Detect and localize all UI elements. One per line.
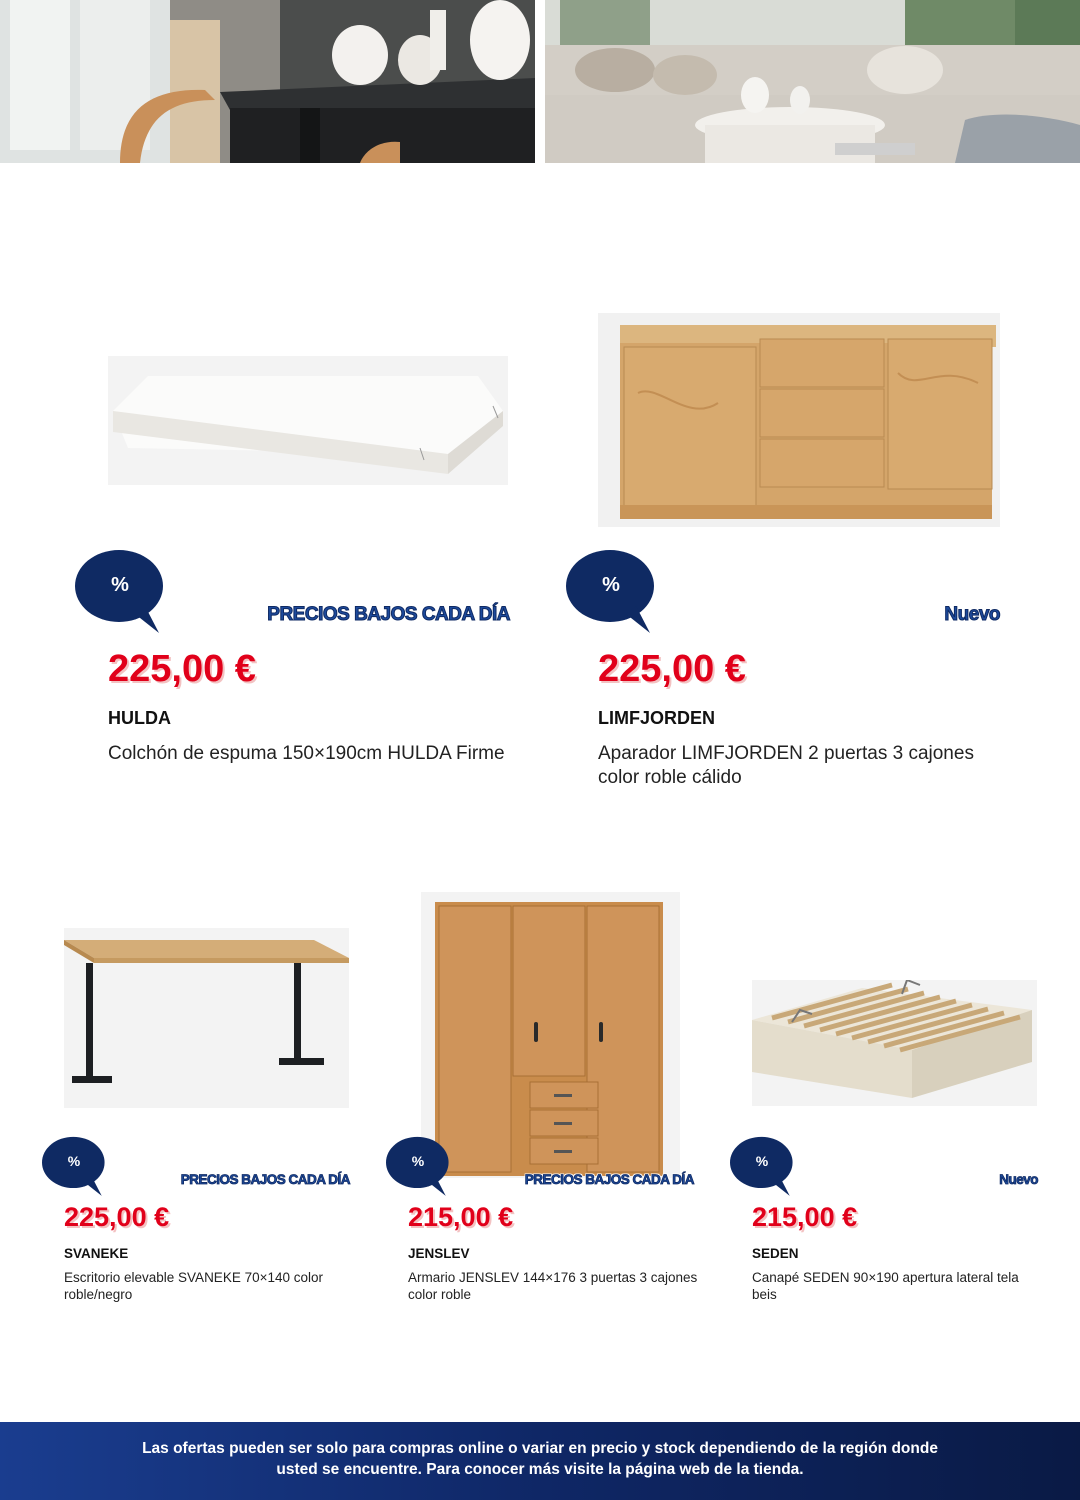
product-description[interactable]: Armario JENSLEV 144×176 3 puertas 3 cajones color roble (408, 1270, 698, 1302)
discount-badge (730, 1135, 794, 1197)
sideboard-icon (598, 313, 1000, 527)
desk-icon (64, 928, 349, 1108)
discount-badge (42, 1135, 106, 1197)
product-brand[interactable]: HULDA (108, 708, 171, 728)
percent-icon: % (602, 574, 620, 596)
product-image[interactable] (64, 928, 349, 1108)
product-image[interactable] (421, 892, 680, 1178)
discount-badge (386, 1135, 450, 1197)
product-price: 225,00 € (64, 1202, 170, 1232)
product-image[interactable] (108, 356, 508, 485)
product-brand[interactable]: SEDEN (752, 1246, 799, 1261)
mattress-icon (108, 356, 508, 485)
price-tag-label: Nuevo (999, 1172, 1038, 1187)
percent-icon: % (411, 1153, 425, 1169)
storage-bed-icon (752, 980, 1037, 1106)
product-description[interactable]: Canapé SEDEN 90×190 apertura lateral tela beis (752, 1270, 1019, 1302)
price-tag-label: Nuevo (944, 604, 1000, 625)
product-description[interactable]: Colchón de espuma 150×190cm HULDA Firme (108, 743, 505, 764)
product-card-limfjorden[interactable] (540, 0, 1080, 820)
product-brand[interactable]: JENSLEV (408, 1246, 470, 1261)
product-description[interactable]: Escritorio elevable SVANEKE 70×140 color roble/negro (64, 1270, 324, 1302)
product-card-svaneke[interactable] (0, 880, 360, 1320)
product-price: 225,00 € (598, 648, 746, 690)
product-brand[interactable]: SVANEKE (64, 1246, 129, 1261)
discount-badge (75, 548, 165, 634)
product-description[interactable]: Aparador LIMFJORDEN 2 puertas 3 cajones color roble cálido (598, 743, 974, 788)
price-tag-label: PRECIOS BAJOS CADA DÍA (267, 604, 510, 625)
discount-badge (566, 548, 656, 634)
product-image[interactable] (752, 980, 1037, 1106)
percent-icon: % (111, 574, 129, 596)
price-tag-label: PRECIOS BAJOS CADA DÍA (524, 1172, 694, 1187)
product-price: 225,00 € (108, 648, 256, 690)
product-image[interactable] (598, 313, 1000, 527)
product-brand[interactable]: LIMFJORDEN (598, 708, 715, 728)
product-price: 215,00 € (408, 1202, 514, 1232)
price-tag-label: PRECIOS BAJOS CADA DÍA (180, 1172, 350, 1187)
product-card-seden[interactable] (720, 880, 1080, 1320)
product-price: 215,00 € (752, 1202, 858, 1232)
product-card-jenslev[interactable] (360, 880, 720, 1320)
percent-icon: % (67, 1153, 81, 1169)
product-card-hulda[interactable] (0, 0, 540, 820)
percent-icon: % (755, 1153, 769, 1169)
wardrobe-icon (421, 892, 680, 1178)
disclaimer-line-1: Las ofertas pueden ser solo para compras online o variar en precio y stock dependiendo de la región donde (142, 1440, 938, 1457)
disclaimer-line-2: usted se encuentre. Para conocer más visite la página web de la tienda. (276, 1461, 804, 1478)
disclaimer-footer (0, 1422, 1080, 1500)
